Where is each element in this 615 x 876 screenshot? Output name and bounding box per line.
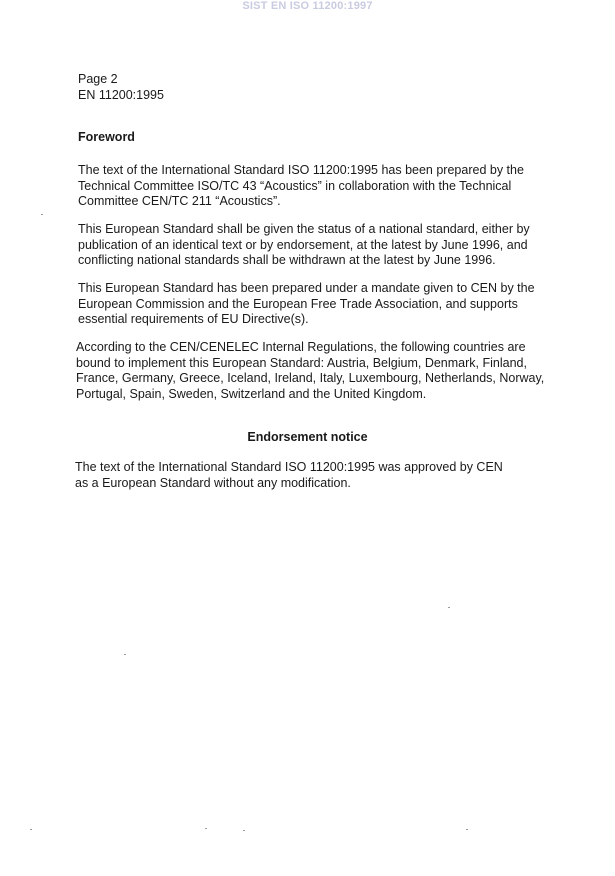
foreword-paragraph-4 <box>76 340 546 402</box>
watermark: SIST EN ISO 11200:1997 <box>242 0 373 12</box>
foreword-paragraph-2 <box>78 222 548 269</box>
page-number: Page 2 <box>78 72 118 86</box>
standard-identifier: EN 11200:1995 <box>78 88 164 102</box>
scan-speck <box>41 214 43 215</box>
endorsement-paragraph <box>75 460 545 491</box>
paragraph-line: European Commission and the European Free Trade Association, and supports <box>78 296 518 311</box>
scan-speck <box>124 654 126 655</box>
paragraph-line: publication of an identical text or by endorsement, at the latest by June 1996, and <box>78 237 528 252</box>
paragraph-line: bound to implement this European Standard: Austria, Belgium, Denmark, Finland, <box>76 355 527 370</box>
foreword-paragraph-3 <box>78 281 548 328</box>
paragraph-line: France, Germany, Greece, Iceland, Ireland, Italy, Luxembourg, Netherlands, Norway, <box>76 371 545 385</box>
paragraph-line: According to the CEN/CENELEC Internal Regulations, the following countries are <box>76 340 526 354</box>
page-header <box>78 71 164 103</box>
paragraph-line: This European Standard shall be given the status of a national standard, either by <box>78 222 530 236</box>
paragraph-line: Technical Committee ISO/TC 43 “Acoustics” in collaboration with the Technical <box>78 178 512 193</box>
scan-speck <box>466 829 468 830</box>
scan-speck <box>448 607 450 608</box>
paragraph-line: Committee CEN/TC 211 “Acoustics”. <box>78 194 281 208</box>
paragraph-line: as a European Standard without any modification. <box>75 475 351 490</box>
paragraph-line: The text of the International Standard ISO 11200:1995 was approved by CEN <box>75 460 503 474</box>
paragraph-line: essential requirements of EU Directive(s). <box>78 312 309 326</box>
scan-speck <box>243 830 245 831</box>
foreword-paragraph-1 <box>78 163 548 210</box>
paragraph-line: This European Standard has been prepared under a mandate given to CEN by the <box>78 281 535 295</box>
paragraph-line: conflicting national standards shall be withdrawn at the latest by June 1996. <box>78 253 496 267</box>
foreword-heading: Foreword <box>78 130 135 144</box>
paragraph-line: The text of the International Standard ISO 11200:1995 has been prepared by the <box>78 163 524 177</box>
paragraph-line: Portugal, Spain, Sweden, Switzerland and the United Kingdom. <box>76 386 427 401</box>
scan-speck <box>205 828 207 829</box>
scan-speck <box>30 829 32 830</box>
endorsement-heading: Endorsement notice <box>247 430 368 444</box>
